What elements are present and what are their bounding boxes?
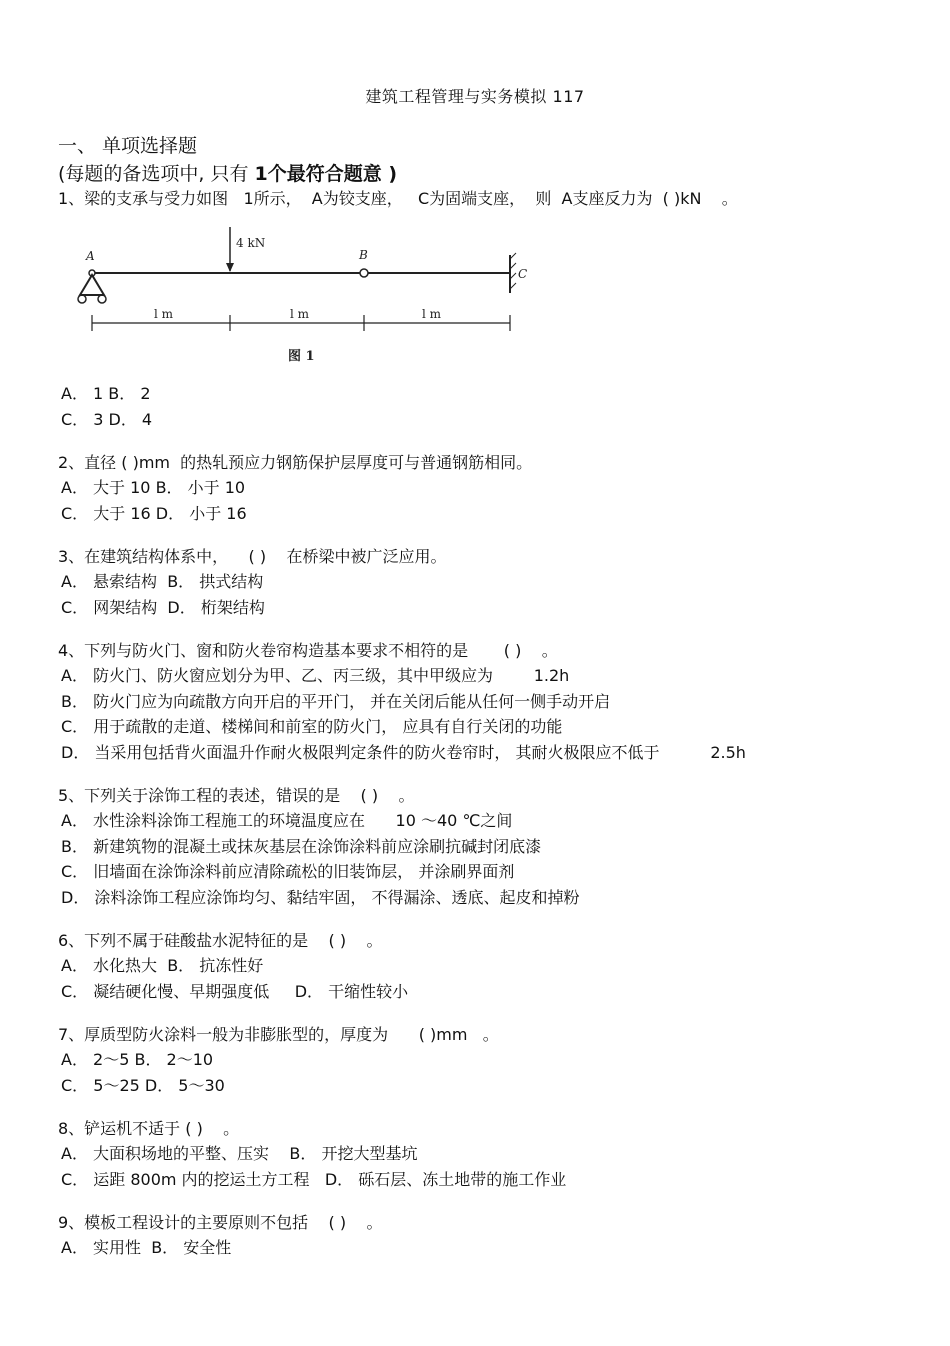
question-9	[58, 1211, 918, 1261]
point-c-label: C	[518, 267, 528, 281]
question-stem: 5、下列关于涂饰工程的表述，错误的是 ( ) 。	[58, 786, 415, 805]
question-8	[58, 1117, 918, 1192]
span-1-label: l m	[154, 307, 174, 321]
support-roller-left	[78, 295, 86, 303]
pin-support-triangle	[80, 275, 104, 295]
option-line: A． 实用性 B． 安全性	[61, 1238, 232, 1257]
instruction-lead: (每题的备选项中, 只有	[58, 163, 255, 185]
point-b-label: B	[359, 248, 368, 262]
question-stem: 7、厚质型防火涂料一般为非膨胀型的，厚度为 ( )mm 。	[58, 1025, 499, 1044]
load-arrow-head	[226, 263, 234, 272]
question-stem: 1、梁的支承与受力如图 1所示， A为铰支座， C为固端支座， 则 A支座反力为 ( )kN 。	[58, 189, 738, 208]
option-line: A． 2～5 B． 2～10	[61, 1050, 214, 1069]
question-stem: 3、在建筑结构体系中， ( ) 在桥梁中被广泛应用。	[58, 547, 447, 566]
option-line: D． 涂料涂饰工程应涂饰均匀、黏结牢固， 不得漏涂、透底、起皮和掉粉	[61, 887, 580, 907]
question-6	[58, 929, 918, 1004]
question-3	[58, 545, 918, 620]
figure-caption: 图 1	[288, 349, 315, 364]
question-stem: 2、直径 ( )mm 的热轧预应力钢筋保护层厚度可与普通钢筋相同。	[58, 453, 533, 472]
point-a-label: A	[86, 249, 95, 263]
section-heading: 一、 单项选择题	[58, 135, 198, 157]
option-line: B． 新建筑物的混凝土或抹灰基层在涂饰涂料前应涂刷抗碱封闭底漆	[61, 836, 542, 856]
question-stem: 4、下列与防火门、窗和防火卷帘构造基本要求不相符的是 ( ) 。	[58, 641, 558, 660]
section-instruction	[58, 159, 397, 186]
option-line: C． 网架结构 D． 桁架结构	[61, 597, 265, 617]
option-line: C． 大于 16 D． 小于 16	[61, 503, 247, 523]
span-2-label: l m	[290, 307, 310, 321]
option-line: A． 悬索结构 B． 拱式结构	[61, 572, 264, 591]
option-line: C． 运距 800m 内的挖运土方工程 D． 砾石层、冻土地带的施工作业	[61, 1169, 567, 1189]
option-line: B． 防火门应为向疏散方向开启的平开门， 并在关闭后能从任何一侧手动开启	[61, 691, 611, 711]
load-label: 4 kN	[236, 236, 266, 250]
option-line: C． 3 D． 4	[61, 409, 153, 429]
option-line: C． 5～25 D． 5～30	[61, 1075, 225, 1095]
question-4	[58, 639, 918, 765]
question-stem: 6、下列不属于硅酸盐水泥特征的是 ( ) 。	[58, 931, 383, 950]
question-stem: 9、模板工程设计的主要原则不包括 ( ) 。	[58, 1213, 383, 1232]
option-line: A． 1 B． 2	[61, 384, 151, 403]
option-line: C． 用于疏散的走道、楼梯间和前室的防火门， 应具有自行关闭的功能	[61, 717, 563, 736]
document-title: 建筑工程管理与实务模拟 117	[365, 87, 585, 106]
support-roller-right	[98, 295, 106, 303]
beam-diagram-figure	[72, 213, 552, 373]
span-3-label: l m	[422, 307, 442, 321]
option-line: D． 当采用包括背火面温升作耐火极限判定条件的防火卷帘时， 其耐火极限应不低于 2.5h	[61, 742, 746, 762]
option-line: A． 大于 10 B． 小于 10	[61, 478, 246, 497]
question-5	[58, 784, 918, 910]
option-line: A． 大面积场地的平整、压实 B． 开挖大型基坑	[61, 1144, 418, 1163]
option-line: A． 水化热大 B． 抗冻性好	[61, 956, 264, 975]
option-line: A． 水性涂料涂饰工程施工的环境温度应在 10 ～40 ℃之间	[61, 811, 513, 830]
option-line: C． 旧墙面在涂饰涂料前应清除疏松的旧装饰层， 并涂刷界面剂	[61, 862, 515, 881]
beam-diagram	[72, 213, 552, 373]
question-1	[58, 187, 918, 432]
question-2	[58, 451, 918, 526]
question-stem: 8、铲运机不适于 ( ) 。	[58, 1119, 240, 1138]
instruction-emphasis: 1个最符合题意 )	[254, 163, 398, 185]
question-7	[58, 1023, 918, 1098]
question-list	[58, 187, 918, 1280]
option-line: C． 凝结硬化慢、早期强度低 D． 干缩性较小	[61, 981, 409, 1001]
hinge-b	[360, 269, 368, 277]
option-line: A． 防火门、防火窗应划分为甲、乙、丙三级，其中甲级应为 1.2h	[61, 666, 570, 685]
